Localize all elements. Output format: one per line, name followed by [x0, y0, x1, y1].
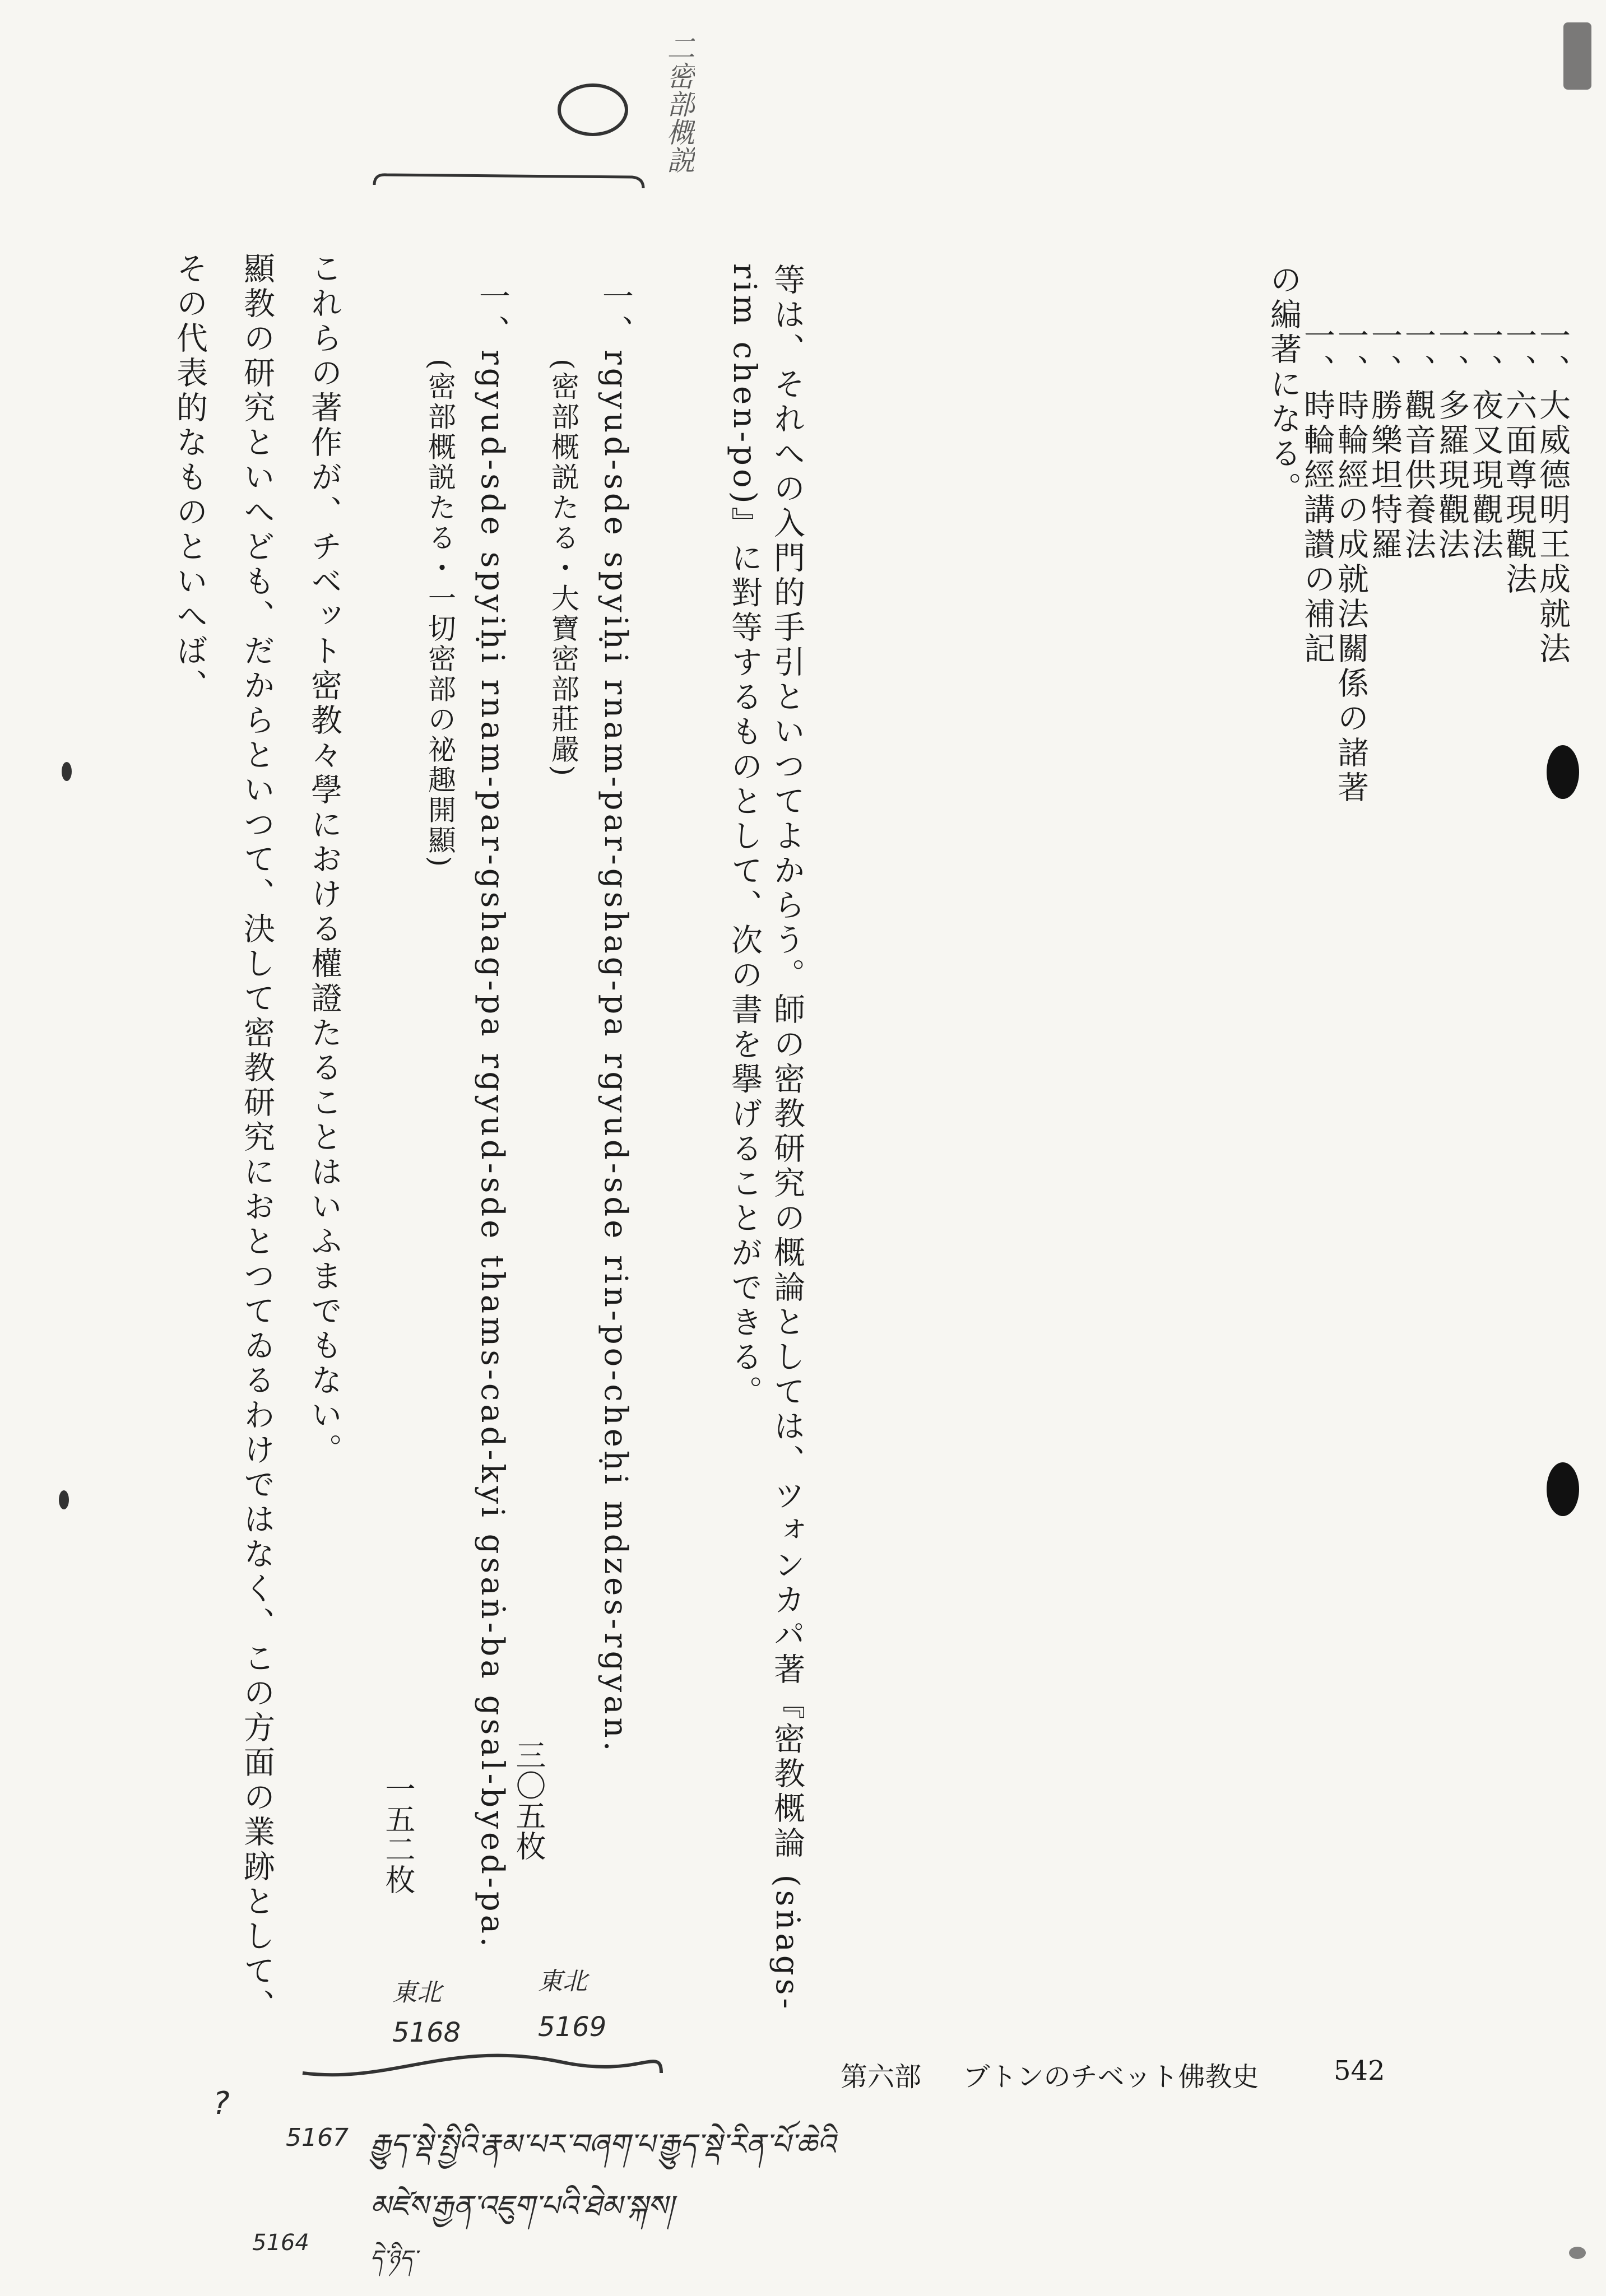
- text-column: 等は、それへの入門的手引といつてよからう。師の密教研究の概論としては、ツォンカパ著『密教概論 (sṅags-: [769, 263, 805, 2013]
- scan-speck: [59, 1490, 69, 1509]
- list-item: 一、觀音供養法: [1400, 319, 1436, 563]
- list-item: 一、大威德明王成就法: [1534, 319, 1571, 667]
- text-column: の編著になる。: [1265, 263, 1302, 506]
- list-item: 一、六面尊現觀法: [1501, 319, 1537, 597]
- pencil-bracket: [374, 175, 643, 188]
- margin-note: 二密部概説: [662, 34, 695, 174]
- bottom-mark: ?: [213, 2085, 230, 2122]
- note-b-number: 5169: [538, 2011, 607, 2043]
- bottom-line3-tibetan: དེ་ཉིད་: [370, 2246, 417, 2271]
- bottom-line1-tibetan: རྒྱུད་སྡེ་སྤྱིའི་རྣམ་པར་བཞག་པ་རྒྱུད་སྡེ་རིན་པོ་ཆེའི: [370, 2128, 836, 2162]
- text-column: rim chen-po)』に對等するものとして、次の書を擧げることができる。: [726, 263, 763, 1410]
- bottom-line2-tibetan: མཛེས་རྒྱན་འཇུག་པའི་ཐེམ་སྐས།: [370, 2190, 674, 2223]
- list-item: 一、時輪經の成就法關係の諸著: [1333, 319, 1369, 806]
- text-column: これらの著作が、チベット密教々學における權證たることはいふまでもない。: [306, 252, 342, 1468]
- note-b-label: 東北: [538, 1967, 587, 1996]
- list-item: 一、多羅現觀法: [1433, 319, 1470, 563]
- page-count-item1: 三〇五枚: [511, 1740, 546, 1861]
- list-item: 一、夜叉現觀法: [1467, 319, 1503, 563]
- punch-hole-lower: [1547, 1462, 1579, 1516]
- page-count-item2: 一五二枚: [380, 1773, 416, 1894]
- list-item: 一、rgyud-sde spyiḥi rnam-par-gshag-pa rgyud-sde thams-cad-kyi gsaṅ-ba gsal-byed-pa.: [474, 280, 510, 1950]
- bottom-line3-number: 5164: [252, 2230, 309, 2256]
- list-item-note: (密部概説たる・大寶密部莊嚴): [547, 359, 579, 779]
- text-column: 顯教の研究といへども、だからといつて、決して密教研究におとつてゐるわけではなく、この方面の業跡として、: [239, 252, 275, 2024]
- note-a-number: 5168: [392, 2017, 461, 2048]
- text-column: その代表的なものといへば、: [171, 252, 208, 704]
- footer-part: 第六部: [841, 2061, 922, 2093]
- pencil-underline: [303, 2056, 661, 2075]
- list-item: 一、rgyud-sde spyiḥi rnam-par-gshag-pa rgyud-sde rin-po-cheḥi mdzes-rgyan.: [597, 280, 634, 1755]
- scan-speck: [1569, 2247, 1586, 2259]
- pencil-circle-mark: [559, 85, 626, 134]
- list-item-note: (密部概説たる・一切密部の祕趣開顯): [424, 359, 456, 870]
- list-item: 一、勝樂坦特羅: [1366, 319, 1403, 563]
- list-item: 一、時輪經講讃の補記: [1299, 319, 1335, 667]
- note-a-label: 東北: [392, 1978, 442, 2007]
- corner-smudge: [1563, 22, 1591, 90]
- punch-hole-upper: [1547, 745, 1579, 799]
- footer-title: ブトンのチベット佛教史: [963, 2061, 1259, 2093]
- page-number: 542: [1334, 2055, 1385, 2086]
- bottom-line1-number: 5167: [286, 2123, 349, 2152]
- scan-speck: [62, 762, 72, 781]
